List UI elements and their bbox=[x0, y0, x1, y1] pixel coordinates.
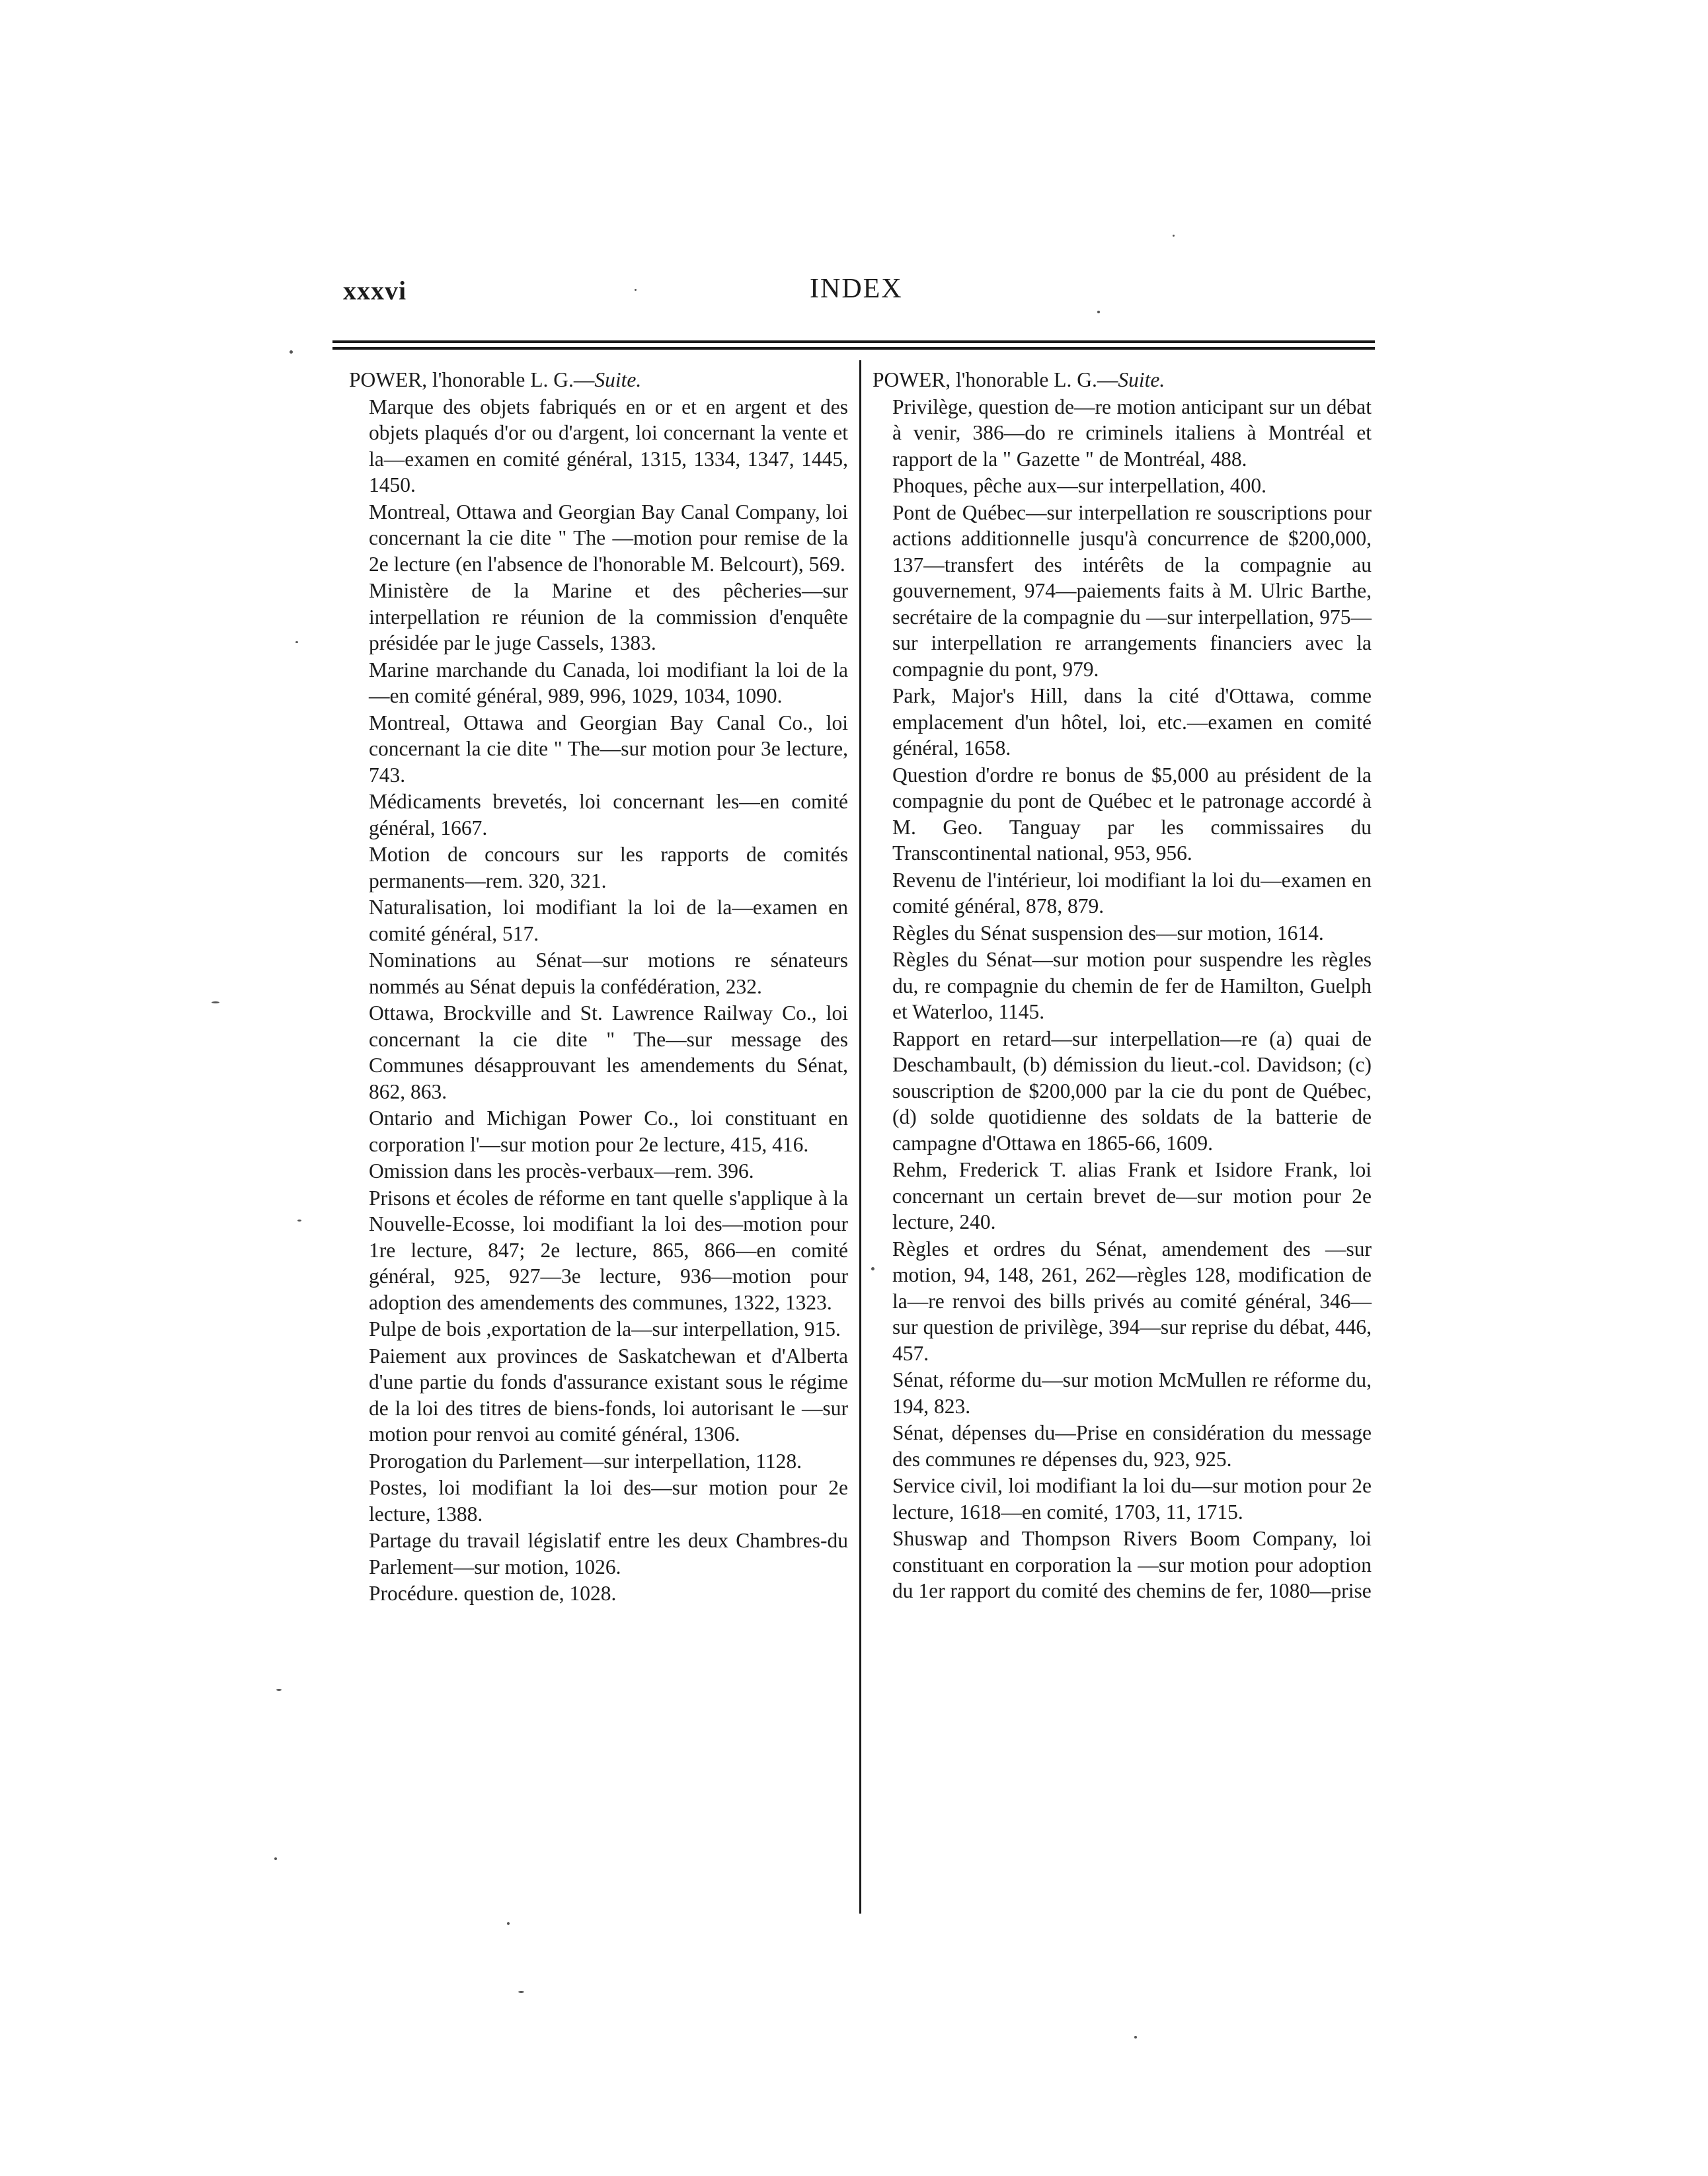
index-entry: Pulpe de bois ,exportation de la—sur interpellation, 915. bbox=[369, 1317, 841, 1341]
speck bbox=[1097, 311, 1100, 313]
left-column bbox=[349, 367, 848, 1608]
speck bbox=[276, 1689, 282, 1691]
index-entry: Ministère de la Marine et des pêcheries—sur interpellation re réunion de la commission d'enquête présidée par le juge Cassels, 1383. bbox=[369, 579, 848, 654]
index-entry: Rapport en retard—sur interpellation—re (a) quai de Deschambault, (b) démission du lieut.-col. Davidson; (c) souscription de $200,000 par la cie du pont de Québec, (d) solde quotidienne des soldats de la batterie de campagne d'Ottawa en 1865-66, 1609. bbox=[892, 1027, 1372, 1155]
index-entry: Motion de concours sur les rapports de comités permanents—rem. 320, 321. bbox=[369, 843, 848, 892]
index-entry: Revenu de l'intérieur, loi modifiant la loi du—examen en comité général, 878, 879. bbox=[892, 868, 1372, 917]
header-rule-bottom bbox=[332, 347, 1375, 350]
index-entry: Phoques, pêche aux—sur interpellation, 400. bbox=[892, 474, 1267, 497]
index-entry: Ontario and Michigan Power Co., loi constituant en corporation l'—sur motion pour 2e lecture, 415, 416. bbox=[369, 1107, 848, 1156]
index-entry: Montreal, Ottawa and Georgian Bay Canal Company, loi concernant la cie dite " The —motion pour remise de la 2e lecture (en l'absence de l'honorable M. Belcourt), 569. bbox=[369, 500, 848, 576]
left-heading-suite: Suite. bbox=[594, 368, 642, 391]
index-entry: Rehm, Frederick T. alias Frank et Isidore Frank, loi concernant un certain brevet de—sur motion pour 2e lecture, 240. bbox=[892, 1158, 1372, 1233]
speck bbox=[295, 641, 298, 643]
index-entry: Postes, loi modifiant la loi des—sur motion pour 2e lecture, 1388. bbox=[369, 1476, 848, 1526]
index-entry: Sénat, réforme du—sur motion McMullen re réforme du, 194, 823. bbox=[892, 1368, 1372, 1418]
index-entry: Park, Major's Hill, dans la cité d'Ottawa, comme emplacement d'un hôtel, loi, etc.—examen en comité général, 1658. bbox=[892, 684, 1372, 759]
index-entry: Marque des objets fabriqués en or et en argent et des objets plaqués d'or ou d'argent, loi concernant la vente et la—examen en comité général, 1315, 1334, 1347, 1445, 1450. bbox=[369, 395, 848, 496]
index-entry: Paiement aux provinces de Saskatchewan et d'Alberta d'une partie du fonds d'assurance existant sous le régime de la loi des titres de biens-fonds, loi autorisant le —sur motion pour renvoi au comité général, 1306. bbox=[369, 1344, 848, 1446]
index-entry: Règles du Sénat—sur motion pour suspendre les règles du, re compagnie du chemin de fer de Hamilton, Guelph et Waterloo, 1145. bbox=[892, 948, 1372, 1023]
index-entry: Marine marchande du Canada, loi modifiant la loi de la—en comité général, 989, 996, 1029, 1034, 1090. bbox=[369, 658, 848, 707]
index-entry: Shuswap and Thompson Rivers Boom Company, loi constituant en corporation la —sur motion pour adoption du 1er rapport du comité des chemins de fer, 1080—prise bbox=[892, 1527, 1372, 1602]
index-entry: Montreal, Ottawa and Georgian Bay Canal Co., loi concernant la cie dite " The—sur motion pour 3e lecture, 743. bbox=[369, 711, 848, 787]
left-heading-text: POWER, l'honorable L. G.— bbox=[349, 368, 595, 391]
speck bbox=[212, 1001, 219, 1003]
right-heading-suite: Suite. bbox=[1118, 368, 1165, 391]
speck bbox=[290, 350, 293, 354]
index-entry: Règles et ordres du Sénat, amendement des —sur motion, 94, 148, 261, 262—règles 128, modification de la—re renvoi des bills privés au comité général, 346—sur question de privilège, 394—sur reprise du débat, 446, 457. bbox=[892, 1237, 1372, 1365]
speck bbox=[635, 289, 637, 291]
right-column-heading bbox=[873, 367, 1372, 393]
index-entry: Question d'ordre re bonus de $5,000 au président de la compagnie du pont de Québec et le patronage accordé à M. Geo. Tanguay par les commissaires du Transcontinental national, 953, 956. bbox=[892, 763, 1372, 865]
speck bbox=[518, 1991, 524, 1993]
page-title: INDEX bbox=[810, 274, 903, 304]
speck bbox=[507, 1922, 510, 1925]
column-divider bbox=[859, 360, 861, 1914]
right-heading-text: POWER, l'honorable L. G.— bbox=[873, 368, 1118, 391]
index-entry: Médicaments brevetés, loi concernant les—en comité général, 1667. bbox=[369, 790, 848, 839]
index-entry: Nominations au Sénat—sur motions re sénateurs nommés au Sénat depuis la confédération, 232. bbox=[369, 949, 848, 998]
index-entry: Règles du Sénat suspension des—sur motion, 1614. bbox=[892, 921, 1324, 945]
index-entry: Omission dans les procès-verbaux—rem. 396. bbox=[369, 1159, 754, 1183]
index-entry: Pont de Québec—sur interpellation re souscriptions pour actions additionnelle jusqu'à concurrence de $200,000, 137—transfert des intérêts de la compagnie au gouvernement, 974—paiements faits à M. Ulric Barthe, secrétaire de la compagnie du —sur interpellation, 975—sur interpellation re arrangements financiers avec la compagnie du pont, 979. bbox=[892, 500, 1372, 681]
speck bbox=[1134, 2036, 1137, 2039]
index-entry: Ottawa, Brockville and St. Lawrence Railway Co., loi concernant la cie dite " The—sur message des Communes désapprouvant les amendements du Sénat, 862, 863. bbox=[369, 1001, 848, 1103]
index-entry: Partage du travail législatif entre les deux Chambres-du Parlement—sur motion, 1026. bbox=[369, 1529, 848, 1578]
page-number: xxxvi bbox=[343, 276, 407, 305]
speck bbox=[274, 1857, 277, 1860]
index-entry: Sénat, dépenses du—Prise en considération du message des communes re dépenses du, 923, 925. bbox=[892, 1421, 1372, 1471]
index-entry: Prorogation du Parlement—sur interpellation, 1128. bbox=[369, 1449, 802, 1473]
speck bbox=[297, 1220, 301, 1222]
left-column-heading bbox=[349, 367, 848, 393]
index-entry: Prisons et écoles de réforme en tant quelle s'applique à la Nouvelle-Ecosse, loi modifiant la loi des—motion pour 1re lecture, 847; 2e lecture, 865, 866—en comité général, 925, 927—3e lecture, 936—motion pour adoption des amendements des communes, 1322, 1323. bbox=[369, 1186, 848, 1314]
index-entry: Privilège, question de—re motion anticipant sur un débat à venir, 386—do re criminels italiens à Montréal et rapport de la " Gazette " de Montréal, 488. bbox=[892, 395, 1372, 471]
index-entry: Service civil, loi modifiant la loi du—sur motion pour 2e lecture, 1618—en comité, 1703, 11, 1715. bbox=[892, 1474, 1372, 1524]
index-entry: Naturalisation, loi modifiant la loi de la—examen en comité général, 517. bbox=[369, 896, 848, 945]
index-entry: Procédure. question de, 1028. bbox=[369, 1582, 617, 1605]
header-rule-top bbox=[332, 340, 1375, 343]
speck bbox=[1173, 235, 1175, 237]
right-column bbox=[873, 367, 1372, 1605]
speck bbox=[871, 1267, 874, 1270]
